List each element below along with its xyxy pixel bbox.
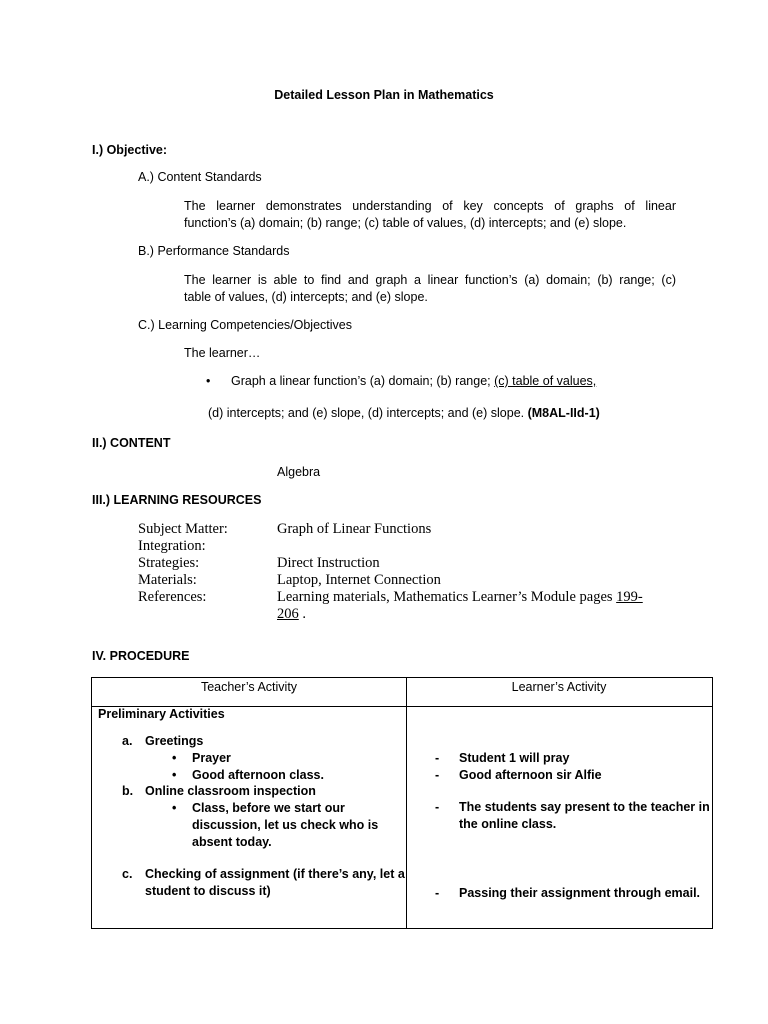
learner-activity-header: Learner’s Activity — [511, 680, 607, 694]
item-a-label: Greetings — [145, 734, 204, 748]
item-a-bullet-1: • — [172, 751, 177, 765]
item-b-label: Online classroom inspection — [145, 784, 316, 798]
competency-continuation-text: (d) intercepts; and (e) slope, (d) intercepts; and (e) slope. — [208, 406, 528, 420]
item-b-sub-line1: Class, before we start our — [192, 801, 345, 815]
resource-value-materials: Laptop, Internet Connection — [277, 572, 441, 588]
resources-heading: III.) LEARNING RESOURCES — [92, 493, 262, 507]
content-standards-label: A.) Content Standards — [138, 170, 262, 184]
item-b-marker: b. — [122, 784, 134, 798]
procedure-table — [91, 677, 713, 929]
table-column-divider — [406, 678, 407, 928]
content-standards-line1: The learner demonstrates understanding of key concepts of graphs of linear — [184, 199, 676, 213]
competency-bullet-text — [231, 374, 596, 388]
learner-response-present-line2: the online class. — [459, 817, 557, 831]
resource-label-integration: Integration: — [138, 538, 206, 554]
page-title: Detailed Lesson Plan in Mathematics — [274, 88, 494, 102]
references-pages-link-2[interactable]: 206 — [277, 606, 299, 622]
content-value: Algebra — [277, 465, 321, 479]
item-c-marker: c. — [122, 867, 133, 881]
learner-response-prayer: Student 1 will pray — [459, 751, 570, 765]
item-b-bullet: • — [172, 801, 177, 815]
resource-value-subject: Graph of Linear Functions — [277, 521, 432, 537]
item-c-line1: Checking of assignment (if there’s any, let a — [145, 867, 405, 881]
performance-standards-line2: table of values, (d) intercepts; and (e) slope. — [184, 290, 428, 304]
item-a-sub-greeting: Good afternoon class. — [192, 768, 324, 782]
references-end: . — [298, 606, 306, 622]
content-heading: II.) CONTENT — [92, 436, 171, 450]
learner-dash-1: - — [435, 751, 440, 765]
learner-dash-3: - — [435, 800, 440, 814]
resource-label-references: References: — [138, 589, 207, 605]
competencies-intro: The learner… — [184, 346, 261, 360]
learner-response-greeting: Good afternoon sir Alfie — [459, 768, 602, 782]
resource-value-strategies: Direct Instruction — [277, 555, 380, 571]
item-b-sub-line3: absent today. — [192, 835, 272, 849]
content-standards-text — [184, 198, 676, 232]
content-standards-line2: function’s (a) domain; (b) range; (c) table of values, (d) intercepts; and (e) slope. — [184, 216, 627, 230]
resource-label-materials: Materials: — [138, 572, 197, 588]
competency-bullet-underlined: (c) table of values, — [494, 374, 597, 388]
item-a-bullet-2: • — [172, 768, 177, 782]
procedure-heading: IV. PROCEDURE — [92, 649, 190, 663]
item-b-sub-line2: discussion, let us check who is — [192, 818, 379, 832]
references-pages-link-1[interactable]: 199- — [616, 589, 643, 605]
preliminary-activities: Preliminary Activities — [98, 707, 225, 721]
references-text: Learning materials, Mathematics Learner’s Module pages — [277, 589, 617, 605]
learner-response-present-line1: The students say present to the teacher in — [459, 800, 710, 814]
competency-bullet: • — [206, 374, 211, 388]
competency-code: (M8AL-IId-1) — [527, 406, 600, 420]
competency-bullet-main: Graph a linear function’s (a) domain; (b) range; — [231, 374, 495, 388]
resource-value-references-cont — [277, 606, 306, 623]
objective-heading: I.) Objective: — [92, 143, 168, 157]
item-c-line2: student to discuss it) — [145, 884, 271, 898]
resource-value-references — [277, 589, 643, 606]
item-a-sub-prayer: Prayer — [192, 751, 231, 765]
competencies-label: C.) Learning Competencies/Objectives — [138, 318, 352, 332]
learner-response-assignment: Passing their assignment through email. — [459, 886, 701, 900]
teacher-activity-header: Teacher’s Activity — [200, 680, 298, 694]
resource-label-strategies: Strategies: — [138, 555, 200, 571]
performance-standards-text — [184, 272, 676, 306]
performance-standards-label: B.) Performance Standards — [138, 244, 290, 258]
competency-continuation — [208, 406, 600, 420]
learner-dash-2: - — [435, 768, 440, 782]
resource-label-subject: Subject Matter: — [138, 521, 228, 537]
performance-standards-line1: The learner is able to find and graph a linear function’s (a) domain; (b) range; (c) — [184, 273, 676, 287]
item-a-marker: a. — [122, 734, 133, 748]
learner-dash-4: - — [435, 886, 440, 900]
